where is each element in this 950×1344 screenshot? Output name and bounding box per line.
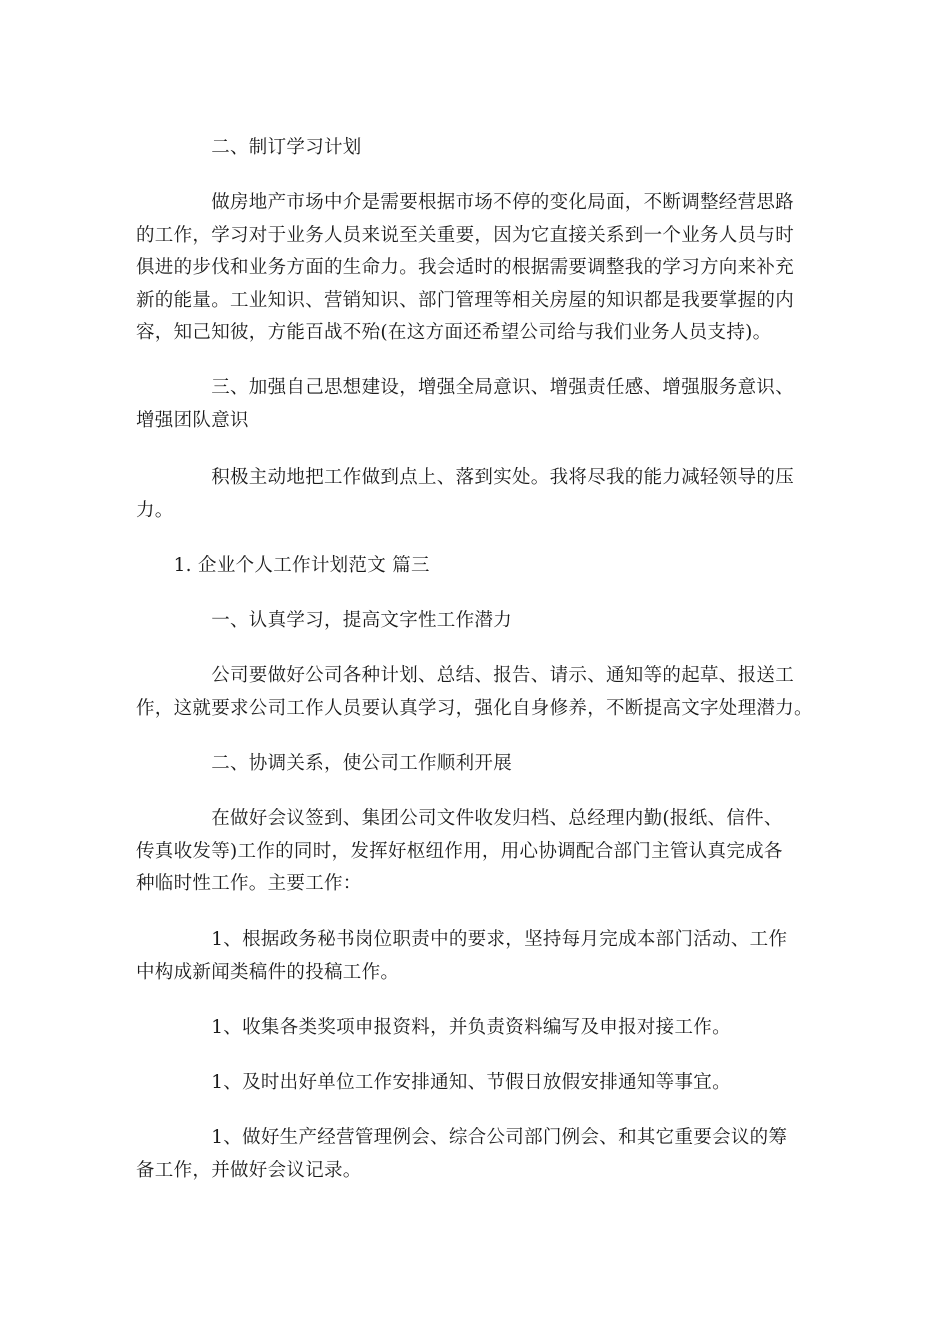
section-heading bbox=[136, 372, 826, 437]
list-item bbox=[136, 1122, 826, 1187]
text-line: 容，知己知彼，方能百战不殆(在这方面还希望公司给与我们业务人员支持)。 bbox=[136, 322, 772, 343]
body-paragraph bbox=[136, 803, 826, 901]
article-title bbox=[136, 550, 826, 583]
text-line: 传真收发等)工作的同时，发挥好枢纽作用，用心协调配合部门主管认真完成各 bbox=[136, 840, 783, 862]
text-line: 公司要做好公司各种计划、总结、报告、请示、通知等的起草、报送工 bbox=[136, 665, 795, 686]
text-line: 的工作，学习对于业务人员来说至关重要，因为它直接关系到一个业务人员与时 bbox=[136, 224, 795, 246]
text-line: 1、及时出好单位工作安排通知、节假日放假安排通知等事宜。 bbox=[136, 1072, 731, 1093]
text-line: 做房地产市场中介是需要根据市场不停的变化局面，不断调整经营思路 bbox=[136, 192, 795, 213]
text-line: 二、协调关系，使公司工作顺利开展 bbox=[136, 753, 513, 774]
list-item bbox=[136, 924, 826, 989]
section-heading bbox=[136, 132, 826, 165]
text-line: 俱进的步伐和业务方面的生命力。我会适时的根据需要调整我的学习方向来补充 bbox=[136, 257, 795, 278]
text-line: 一、认真学习，提高文字性工作潜力 bbox=[136, 610, 513, 631]
text-line: 1. 企业个人工作计划范文 篇三 bbox=[136, 555, 430, 576]
text-line: 三、加强自己思想建设，增强全局意识、增强责任感、增强服务意识、 bbox=[136, 377, 795, 398]
text-line: 1、收集各类奖项申报资料，并负责资料编写及申报对接工作。 bbox=[136, 1017, 731, 1038]
body-paragraph bbox=[136, 462, 826, 527]
list-item bbox=[136, 1012, 826, 1045]
text-line: 中构成新闻类稿件的投稿工作。 bbox=[136, 961, 400, 983]
text-line: 1、根据政务秘书岗位职责中的要求，坚持每月完成本部门活动、工作 bbox=[136, 929, 788, 950]
text-line: 备工作，并做好会议记录。 bbox=[136, 1159, 362, 1181]
text-line: 二、制订学习计划 bbox=[136, 137, 362, 158]
section-heading bbox=[136, 605, 826, 638]
text-line: 积极主动地把工作做到点上、落到实处。我将尽我的能力减轻领导的压 bbox=[136, 467, 795, 488]
text-line: 新的能量。工业知识、营销知识、部门管理等相关房屋的知识都是我要掌握的内 bbox=[136, 289, 795, 311]
list-item bbox=[136, 1067, 826, 1100]
text-line: 种临时性工作。主要工作： bbox=[136, 873, 362, 894]
body-paragraph bbox=[136, 187, 826, 350]
text-line: 1、做好生产经营管理例会、综合公司部门例会、和其它重要会议的筹 bbox=[136, 1127, 788, 1148]
text-line: 作，这就要求公司工作人员要认真学习，强化自身修养，不断提高文字处理潜力。 bbox=[136, 697, 813, 719]
section-heading bbox=[136, 748, 826, 781]
text-line: 在做好会议签到、集团公司文件收发归档、总经理内勤(报纸、信件、 bbox=[136, 808, 783, 829]
text-line: 增强团队意识 bbox=[136, 409, 249, 431]
body-paragraph bbox=[136, 660, 826, 725]
text-line: 力。 bbox=[136, 499, 174, 521]
